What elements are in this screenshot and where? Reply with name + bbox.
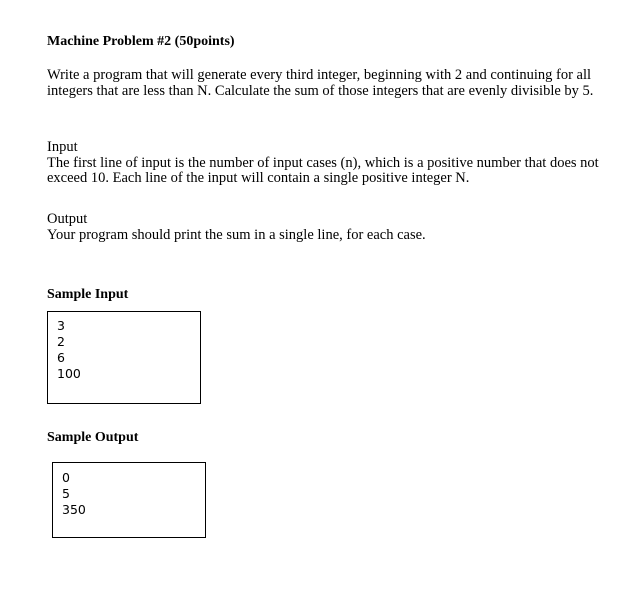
input-section bbox=[47, 140, 607, 187]
sample-output-heading: Sample Output bbox=[47, 430, 139, 445]
document-title: Machine Problem #2 (50points) bbox=[47, 34, 235, 49]
problem-description bbox=[47, 68, 607, 99]
sample-output-line: 0 bbox=[62, 470, 70, 485]
sample-input-heading: Sample Input bbox=[47, 287, 129, 302]
sample-input-line: 3 bbox=[57, 318, 65, 333]
sample-output-box bbox=[52, 462, 206, 538]
output-section-heading: Output bbox=[47, 211, 88, 227]
problem-description-text: Write a program that will generate every third integer, beginning with 2 and continuing for all integers that are less than N. Calculate the sum of those integers that are evenly divisible by 5. bbox=[47, 67, 594, 99]
output-section-text: Your program should print the sum in a single line, for each case. bbox=[47, 226, 426, 243]
sample-input-line: 6 bbox=[57, 350, 65, 365]
output-section bbox=[47, 212, 607, 243]
sample-input-line: 100 bbox=[57, 366, 81, 381]
sample-output-line: 5 bbox=[62, 486, 70, 501]
input-section-text: The first line of input is the number of input cases (n), which is a positive number that does not exceed 10. Each line of the input will contain a single positive integer N. bbox=[47, 154, 599, 186]
sample-input-box bbox=[47, 311, 201, 404]
input-section-heading: Input bbox=[47, 139, 78, 155]
sample-output-line: 350 bbox=[62, 502, 86, 517]
sample-input-line: 2 bbox=[57, 334, 65, 349]
